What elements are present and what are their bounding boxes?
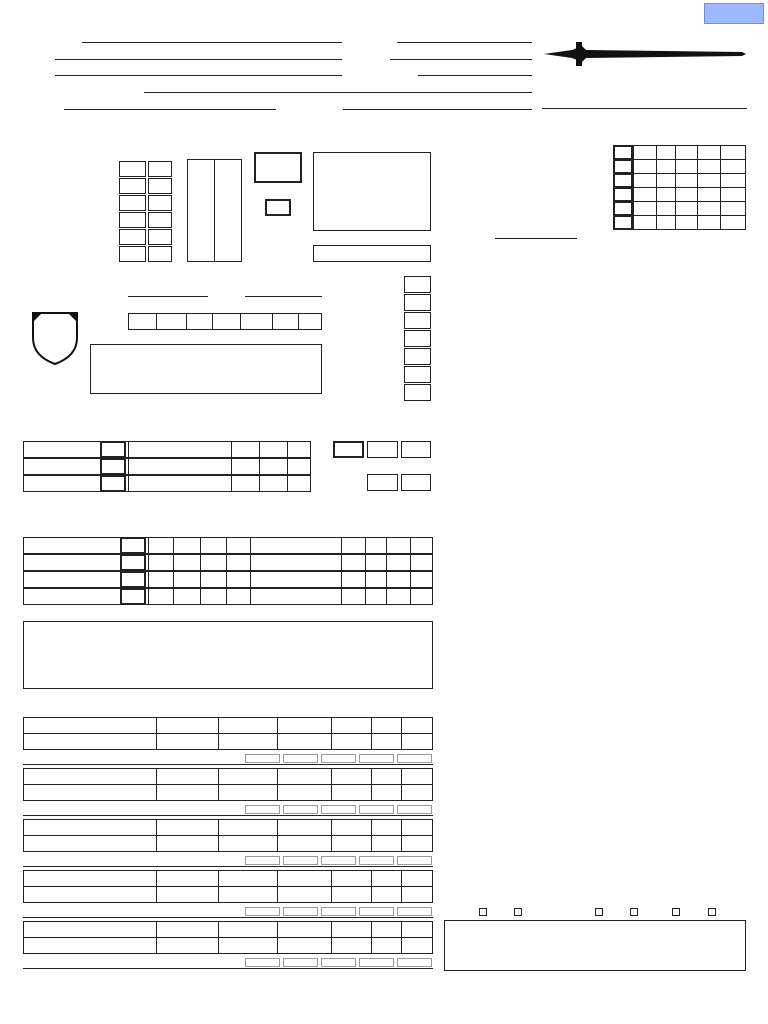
armor-col-divider (240, 313, 241, 330)
current-hp-field[interactable] (313, 152, 431, 231)
armor-col-divider (186, 313, 187, 330)
ammo-tracker[interactable] (359, 856, 394, 865)
skill-divider (720, 145, 721, 159)
skill-divider (697, 187, 698, 201)
weapon-col-header (156, 769, 218, 785)
weapon-col-header (278, 769, 332, 785)
weapon-col-header (402, 922, 433, 938)
attack-divider (410, 588, 411, 605)
ammo-tracker[interactable] (283, 856, 318, 865)
skill-divider (656, 201, 657, 215)
armor-side-field[interactable] (404, 384, 431, 401)
weapon-value-cell[interactable] (218, 785, 278, 801)
weapon-col-header (278, 871, 332, 887)
weapon-value-cell[interactable] (402, 836, 433, 852)
attack-divider (250, 537, 251, 554)
skill-divider (697, 145, 698, 159)
weapon-value-cell[interactable] (402, 938, 433, 954)
save-divider (259, 441, 260, 458)
ammo-tracker[interactable] (245, 805, 280, 814)
weapon-value-cell[interactable] (278, 836, 332, 852)
skill-divider (656, 215, 657, 229)
ammo-tracker[interactable] (283, 805, 318, 814)
ammo-tracker[interactable] (245, 856, 280, 865)
weapon-col-header (372, 820, 402, 836)
weapon-col-header (332, 820, 372, 836)
armor-col-divider (156, 313, 157, 330)
ability-mod-field[interactable] (148, 178, 172, 194)
skill-divider (720, 173, 721, 187)
initiative-misc-field[interactable] (401, 441, 431, 458)
race-field[interactable] (55, 75, 342, 76)
patron-field[interactable] (144, 92, 532, 93)
die-types-field[interactable] (313, 245, 431, 262)
weapon-value-cell[interactable] (402, 734, 433, 750)
weapon-col-header (156, 820, 218, 836)
skill-divider (697, 173, 698, 187)
ammo-tracker[interactable] (359, 958, 394, 967)
skill-subtype-field[interactable] (495, 238, 577, 239)
weapon-value-cell[interactable] (24, 836, 157, 852)
weapon-col-header (156, 871, 218, 887)
ammo-tracker[interactable] (245, 907, 280, 916)
weapon-value-cell[interactable] (24, 785, 157, 801)
medium-armor-checkbox[interactable] (630, 908, 638, 916)
attack-divider (341, 588, 342, 605)
attack-divider (173, 571, 174, 588)
weapon-col-header (402, 769, 433, 785)
attack-divider (410, 554, 411, 571)
ability-score-field[interactable] (119, 212, 146, 228)
weapon-col-header (278, 922, 332, 938)
save-divider (287, 475, 288, 492)
weapon-col-header (24, 820, 157, 836)
skill-total-field[interactable] (613, 159, 633, 174)
skill-total-field[interactable] (613, 187, 633, 202)
light-armor-checkbox[interactable] (595, 908, 603, 916)
weapon-col-header (24, 922, 157, 938)
armor-modifiers-rule-right (245, 296, 322, 297)
weapon-col-header (156, 718, 218, 734)
proficiencies-field[interactable] (444, 920, 746, 971)
weapon-col-header (156, 922, 218, 938)
ability-mod-field[interactable] (148, 161, 172, 177)
attack-divider (200, 554, 201, 571)
max-hp-field[interactable] (254, 152, 302, 183)
weapon-table (23, 819, 433, 852)
attack-total-field[interactable] (120, 571, 146, 588)
attack-divider (386, 588, 387, 605)
skill-divider (656, 187, 657, 201)
weapon-value-cell[interactable] (278, 734, 332, 750)
additional-modifiers-field[interactable] (23, 621, 433, 689)
martial-checkbox[interactable] (514, 908, 522, 916)
skill-divider (697, 201, 698, 215)
attack-row (23, 571, 433, 588)
heavy-armor-checkbox[interactable] (672, 908, 680, 916)
ability-score-field[interactable] (119, 178, 146, 194)
armor-side-field[interactable] (404, 348, 431, 365)
weapon-value-cell[interactable] (372, 734, 402, 750)
skill-divider (633, 173, 634, 187)
attack-divider (226, 571, 227, 588)
weapon-value-cell[interactable] (218, 836, 278, 852)
ammo-tracker[interactable] (321, 856, 356, 865)
attack-divider (386, 571, 387, 588)
player-field[interactable] (397, 42, 532, 43)
weapon-col-header (218, 820, 278, 836)
weapon-col-header (218, 871, 278, 887)
skill-total-field[interactable] (613, 145, 633, 160)
skill-divider (720, 215, 721, 229)
weapon-value-cell[interactable] (278, 887, 332, 903)
damage-reduction-field[interactable] (265, 199, 291, 216)
armor-col-divider (212, 313, 213, 330)
weapon-value-cell[interactable] (218, 887, 278, 903)
weapon-value-cell[interactable] (332, 836, 372, 852)
ammo-tracker[interactable] (397, 856, 432, 865)
weapon-value-cell[interactable] (372, 887, 402, 903)
weapon-col-header (218, 922, 278, 938)
save-divider (128, 475, 129, 492)
ability-score-field[interactable] (119, 195, 146, 211)
attack-total-field[interactable] (120, 537, 146, 554)
reset-button[interactable] (704, 3, 764, 24)
skill-divider (656, 173, 657, 187)
skill-divider (633, 145, 634, 159)
sword-icon (542, 28, 747, 84)
attack-divider (410, 537, 411, 554)
weapon-value-cell[interactable] (402, 887, 433, 903)
ability-mod-field[interactable] (148, 229, 172, 245)
weapon-col-header (278, 820, 332, 836)
ability-score-field[interactable] (119, 246, 146, 262)
weapon-value-cell[interactable] (278, 938, 332, 954)
attack-divider (173, 588, 174, 605)
ammo-tracker[interactable] (321, 958, 356, 967)
weapon-value-cell[interactable] (218, 938, 278, 954)
attack-divider (200, 571, 201, 588)
skill-divider (656, 159, 657, 173)
save-divider (259, 458, 260, 475)
skill-total-field[interactable] (613, 173, 633, 188)
skill-divider (633, 159, 634, 173)
skill-divider (675, 145, 676, 159)
attack-divider (148, 554, 149, 571)
shield-icon (30, 310, 80, 366)
armor-side-field[interactable] (404, 276, 431, 293)
skill-divider (675, 215, 676, 229)
weapon-value-cell[interactable] (372, 836, 402, 852)
dnd-logo (542, 28, 747, 84)
attack-row (23, 537, 433, 554)
save-divider (231, 458, 232, 475)
ammo-tracker[interactable] (397, 958, 432, 967)
weapon-col-header (278, 718, 332, 734)
attack-divider (200, 537, 201, 554)
weapon-value-cell[interactable] (24, 734, 157, 750)
weapon-value-cell[interactable] (402, 785, 433, 801)
initiative-total-field[interactable] (333, 441, 364, 458)
armor-side-field[interactable] (404, 312, 431, 329)
header-divider (542, 108, 747, 109)
attack-divider (365, 571, 366, 588)
armor-col-divider (298, 313, 299, 330)
ammo-tracker[interactable] (245, 754, 280, 763)
ammo-tracker[interactable] (321, 805, 356, 814)
ammo-tracker[interactable] (283, 958, 318, 967)
attack-divider (226, 537, 227, 554)
save-total-field[interactable] (100, 458, 126, 475)
ammo-tracker[interactable] (359, 907, 394, 916)
weapon-col-header (24, 718, 157, 734)
attack-divider (250, 554, 251, 571)
attack-divider (341, 554, 342, 571)
speed-base-field[interactable] (367, 474, 398, 491)
attack-divider (365, 537, 366, 554)
weapon-value-cell[interactable] (24, 938, 157, 954)
ability-score-field[interactable] (119, 229, 146, 245)
weapon-col-header (372, 871, 402, 887)
weapon-value-cell[interactable] (156, 887, 218, 903)
ammo-tracker[interactable] (245, 958, 280, 967)
armor-worn-field[interactable] (90, 344, 322, 394)
weapon-col-header (372, 922, 402, 938)
weapon-col-header (372, 769, 402, 785)
skill-divider (675, 187, 676, 201)
skill-divider (697, 215, 698, 229)
temp-grid-divider (214, 159, 215, 262)
level-field[interactable] (390, 59, 532, 60)
residence-field[interactable] (343, 109, 532, 110)
weapon-value-cell[interactable] (372, 785, 402, 801)
armor-side-field[interactable] (404, 366, 431, 383)
armor-modifiers-rule-left (128, 296, 208, 297)
weapon-value-cell[interactable] (218, 734, 278, 750)
weapon-col-header (332, 718, 372, 734)
weapon-col-header (218, 718, 278, 734)
attack-divider (365, 588, 366, 605)
attack-divider (250, 588, 251, 605)
save-divider (231, 475, 232, 492)
weapon-value-cell[interactable] (332, 785, 372, 801)
armor-side-field[interactable] (404, 294, 431, 311)
weapon-value-cell[interactable] (278, 785, 332, 801)
weapon-value-cell[interactable] (372, 938, 402, 954)
skill-divider (720, 187, 721, 201)
attack-divider (148, 588, 149, 605)
origin-field[interactable] (64, 109, 276, 110)
ammo-tracker[interactable] (283, 754, 318, 763)
ability-mod-field[interactable] (148, 246, 172, 262)
weapon-table (23, 717, 433, 750)
attack-divider (386, 537, 387, 554)
attack-divider (250, 571, 251, 588)
attack-divider (173, 537, 174, 554)
ability-mod-field[interactable] (148, 195, 172, 211)
alignment-field[interactable] (418, 75, 532, 76)
weapon-value-cell[interactable] (332, 887, 372, 903)
attack-divider (341, 571, 342, 588)
attack-divider (365, 554, 366, 571)
weapon-col-header (218, 769, 278, 785)
character-field[interactable] (82, 42, 342, 43)
speed-modified-field[interactable] (401, 474, 431, 491)
ammo-tracker[interactable] (321, 907, 356, 916)
skill-divider (633, 201, 634, 215)
skill-total-field[interactable] (613, 215, 633, 230)
class-field[interactable] (55, 59, 342, 60)
attack-divider (226, 588, 227, 605)
weapon-col-header (24, 871, 157, 887)
attack-row (23, 554, 433, 571)
weapon-table (23, 921, 433, 954)
weapon-col-header (332, 871, 372, 887)
weapon-value-cell[interactable] (156, 938, 218, 954)
skill-divider (675, 173, 676, 187)
skill-divider (720, 159, 721, 173)
attack-divider (173, 554, 174, 571)
attack-divider (386, 554, 387, 571)
weapon-value-cell[interactable] (24, 887, 157, 903)
skill-divider (633, 187, 634, 201)
ammo-tracker[interactable] (397, 754, 432, 763)
weapon-value-cell[interactable] (332, 938, 372, 954)
attack-divider (341, 537, 342, 554)
skill-divider (633, 215, 634, 229)
save-total-field[interactable] (100, 475, 126, 492)
save-divider (231, 441, 232, 458)
simple-checkbox[interactable] (479, 908, 487, 916)
skill-divider (697, 159, 698, 173)
armor-side-field[interactable] (404, 330, 431, 347)
save-row (23, 441, 311, 458)
weapon-value-cell[interactable] (156, 785, 218, 801)
ammo-tracker[interactable] (359, 805, 394, 814)
weapon-table (23, 768, 433, 801)
save-divider (287, 458, 288, 475)
skill-total-field[interactable] (613, 201, 633, 216)
weapon-col-header (332, 922, 372, 938)
ammo-tracker[interactable] (283, 907, 318, 916)
attack-divider (148, 537, 149, 554)
ammo-tracker[interactable] (359, 754, 394, 763)
save-total-field[interactable] (100, 441, 126, 458)
weapon-col-header (402, 820, 433, 836)
ammo-tracker[interactable] (397, 907, 432, 916)
attack-divider (226, 554, 227, 571)
weapon-col-header (402, 871, 433, 887)
weapon-value-cell[interactable] (332, 734, 372, 750)
ability-mod-field[interactable] (148, 212, 172, 228)
weapon-col-header (332, 769, 372, 785)
armor-modifier-grid (128, 313, 322, 330)
save-divider (259, 475, 260, 492)
initiative-dex-field[interactable] (367, 441, 398, 458)
ammo-tracker[interactable] (321, 754, 356, 763)
attack-divider (148, 571, 149, 588)
weapon-value-cell[interactable] (156, 734, 218, 750)
weapon-table (23, 870, 433, 903)
save-row (23, 458, 311, 475)
save-divider (128, 441, 129, 458)
weapon-col-header (372, 718, 402, 734)
save-row (23, 475, 311, 492)
skill-divider (675, 201, 676, 215)
ammo-tracker[interactable] (397, 805, 432, 814)
skill-divider (656, 145, 657, 159)
save-divider (128, 458, 129, 475)
attack-total-field[interactable] (120, 554, 146, 571)
weapon-col-header (402, 718, 433, 734)
attack-row (23, 588, 433, 605)
armor-col-divider (272, 313, 273, 330)
weapon-value-cell[interactable] (156, 836, 218, 852)
attack-divider (200, 588, 201, 605)
shields-checkbox[interactable] (708, 908, 716, 916)
skill-divider (675, 159, 676, 173)
weapon-col-header (24, 769, 157, 785)
attack-total-field[interactable] (120, 588, 146, 605)
save-divider (287, 441, 288, 458)
ability-score-field[interactable] (119, 161, 146, 177)
attack-divider (410, 571, 411, 588)
skill-divider (720, 201, 721, 215)
